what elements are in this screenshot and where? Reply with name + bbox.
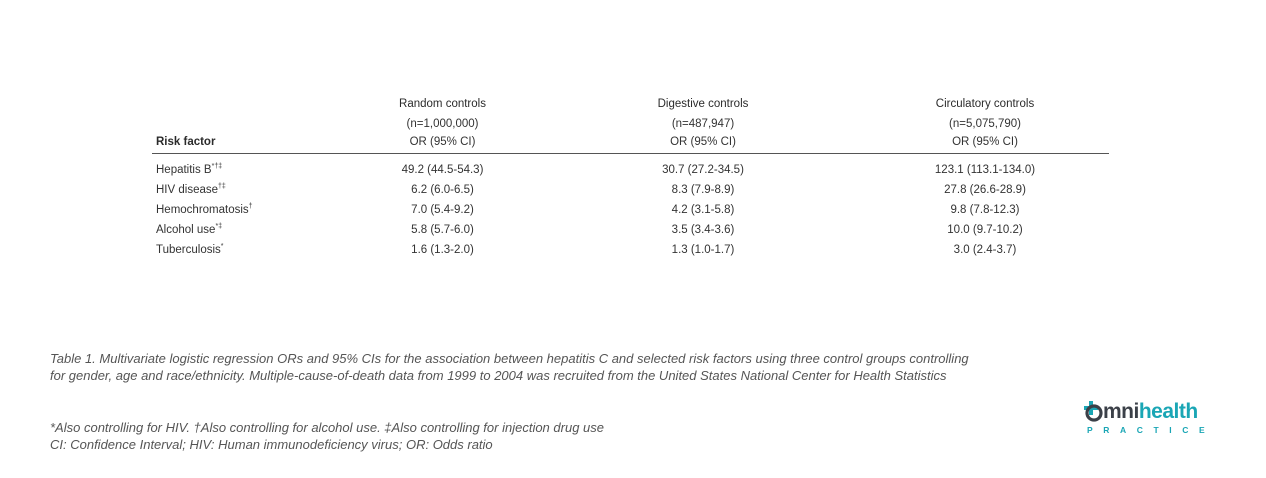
logo-word-dark: mni [1103, 400, 1139, 423]
or-cell: 5.8 (5.7-6.0) [411, 224, 474, 236]
column-header-digestive: Digestive controls [657, 98, 749, 110]
omnihealth-logo [1083, 400, 1218, 436]
risk-factor-cell [152, 220, 340, 240]
or-cell: 4.2 (3.1-5.8) [671, 204, 735, 216]
risk-factor-name: Alcohol use [156, 224, 216, 236]
or-cell: 3.5 (3.4-3.6) [671, 224, 735, 236]
footnote-marks: *†‡ [211, 163, 223, 171]
risk-factor-name: Hepatitis B [156, 164, 212, 176]
risk-factor-cell [152, 180, 340, 200]
or-cell: 10.0 (9.7-10.2) [947, 224, 1023, 236]
footnote-marks: * [220, 243, 224, 251]
footnote-marks: † [248, 203, 253, 211]
logo-wordmark [1083, 400, 1198, 424]
empty-header-cell [152, 110, 340, 130]
table-footnotes [50, 419, 950, 453]
column-n-random: (n=1,000,000) [406, 118, 479, 130]
footnote-marks: *‡ [215, 223, 223, 231]
table-row [152, 220, 1109, 240]
risk-factor-name: Tuberculosis [156, 244, 221, 256]
logo-o-ring-icon [1083, 402, 1103, 422]
column-measure-circulatory: OR (95% CI) [861, 130, 1109, 154]
table-row [152, 154, 1109, 181]
or-cell: 27.8 (26.6-28.9) [944, 184, 1026, 196]
empty-header-cell [152, 93, 340, 110]
column-measure-row [152, 130, 1109, 154]
logo-subtitle: PRACTICE [1087, 425, 1216, 435]
footnote-marks: †‡ [218, 183, 226, 191]
column-name-row [152, 93, 1109, 110]
table-row [152, 180, 1109, 200]
or-cell: 7.0 (5.4-9.2) [411, 204, 474, 216]
risk-factor-cell [152, 200, 340, 220]
column-header-circulatory: Circulatory controls [935, 98, 1035, 110]
or-cell: 1.6 (1.3-2.0) [411, 244, 474, 256]
column-n-circulatory: (n=5,075,790) [949, 118, 1021, 130]
risk-factor-table [152, 93, 1109, 260]
footnote-abbreviations: CI: Confidence Interval; HIV: Human immunodeficiency virus; OR: Odds ratio [50, 437, 493, 452]
footnote-abbreviation-marks: *Also controlling for HIV. †Also controlling for alcohol use. ‡Also controlling for injection drug use [50, 420, 604, 435]
table-row [152, 240, 1109, 260]
or-cell: 123.1 (113.1-134.0) [934, 164, 1036, 176]
or-cell: 30.7 (27.2-34.5) [662, 164, 744, 176]
or-cell: 1.3 (1.0-1.7) [671, 244, 735, 256]
risk-factor-cell [152, 154, 340, 181]
risk-factor-name: HIV disease [156, 184, 219, 196]
column-measure-digestive: OR (95% CI) [545, 130, 861, 154]
or-cell: 3.0 (2.4-3.7) [953, 244, 1017, 256]
column-measure-random: OR (95% CI) [340, 130, 545, 154]
column-n-digestive: (n=487,947) [671, 118, 735, 130]
or-cell: 49.2 (44.5-54.3) [401, 164, 484, 176]
risk-factor-header: Risk factor [152, 130, 340, 154]
or-cell: 9.8 (7.8-12.3) [950, 204, 1020, 216]
table-row [152, 200, 1109, 220]
column-header-random: Random controls [399, 98, 486, 110]
risk-factor-name: Hemochromatosis [156, 204, 249, 216]
or-cell: 6.2 (6.0-6.5) [411, 184, 474, 196]
logo-word-teal: health [1138, 400, 1198, 423]
risk-factor-cell [152, 240, 340, 260]
or-cell: 8.3 (7.9-8.9) [671, 184, 735, 196]
column-n-row [152, 110, 1109, 130]
table-caption: Table 1. Multivariate logistic regression ORs and 95% CIs for the association between hepatitis C and selected risk factors using three control groups controlling for gender, age and race/ethnicity. Multiple-cause-of-death data from 1999 to 2004 was recruited from the United States National Center for Health Statistics [50, 351, 969, 383]
